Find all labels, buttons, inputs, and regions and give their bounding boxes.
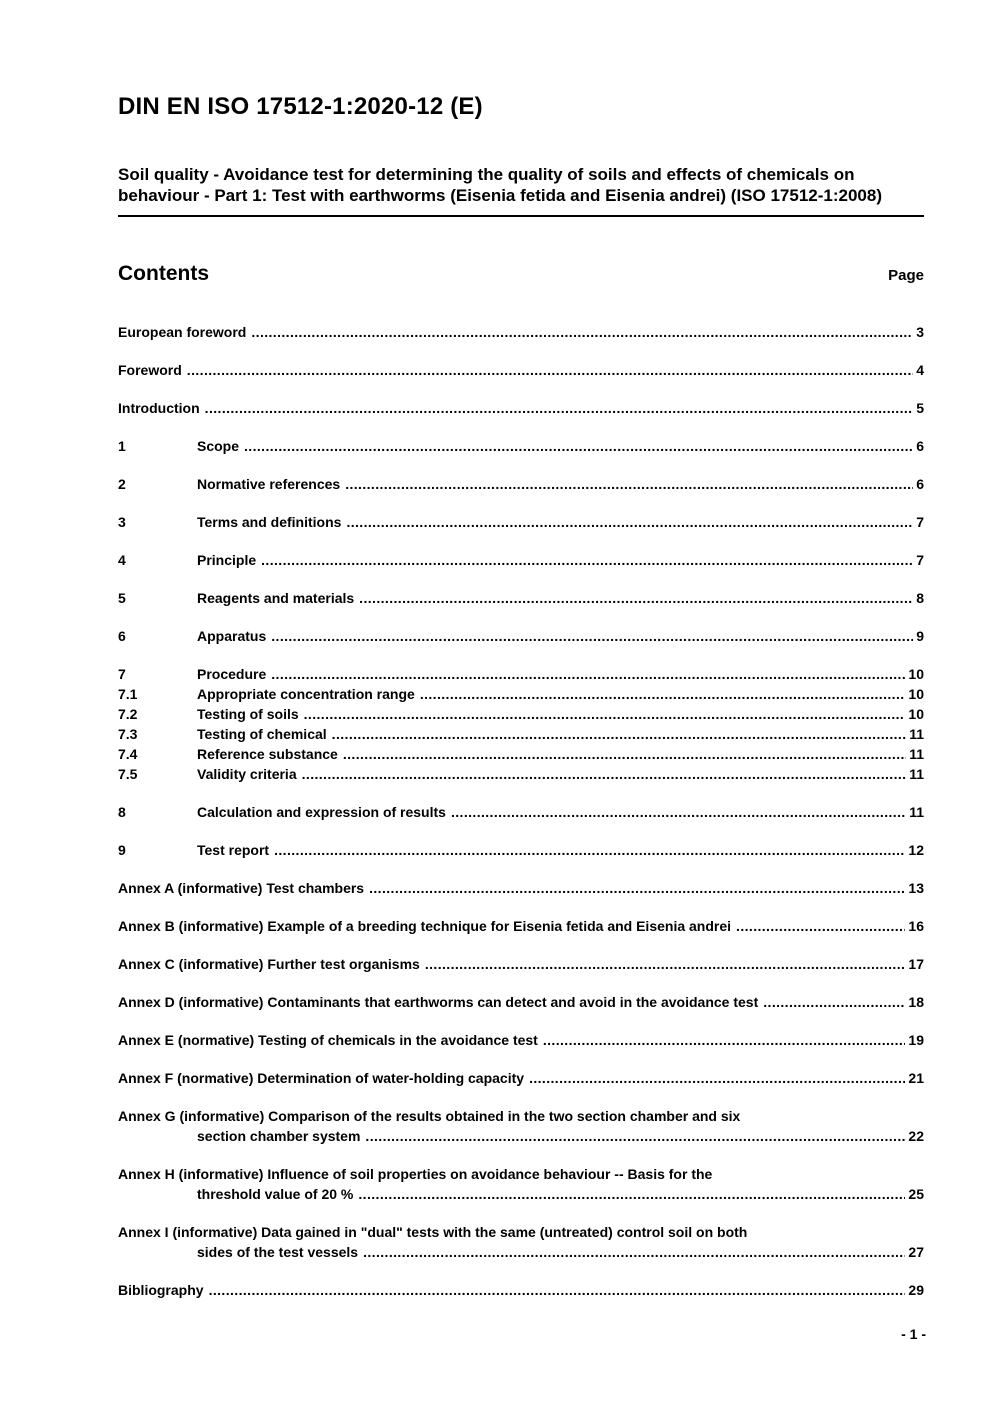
toc-entry-page-number: 17 — [908, 956, 924, 972]
dot-leader — [271, 627, 913, 646]
toc-entry[interactable] — [118, 1127, 924, 1146]
dot-leader — [261, 551, 913, 570]
dot-leader — [251, 323, 913, 342]
toc-entry-number: 7.3 — [118, 726, 138, 742]
toc-entry-label: Reagents and materials — [197, 590, 355, 606]
toc-entry[interactable] — [118, 725, 924, 744]
toc-entry-page-number: 5 — [916, 400, 924, 416]
footer-page-number: - 1 - — [901, 1326, 926, 1342]
toc-entry-page-number: 9 — [916, 628, 924, 644]
dot-leader — [420, 685, 906, 704]
toc-entry[interactable] — [118, 879, 924, 898]
toc-entry[interactable] — [118, 323, 924, 342]
toc-entry-page-number: 12 — [908, 842, 924, 858]
toc-entry[interactable] — [118, 1069, 924, 1088]
toc-entry[interactable] — [118, 1031, 924, 1050]
toc-entry[interactable] — [118, 513, 924, 532]
dot-leader — [302, 765, 907, 784]
toc-entry-page-number: 11 — [909, 746, 924, 762]
toc-entry-page-number: 3 — [916, 324, 924, 340]
toc-entry[interactable] — [118, 551, 924, 570]
toc-entry-page-number: 7 — [916, 514, 924, 530]
toc-entry-page-number: 11 — [909, 726, 924, 742]
contents-header — [118, 261, 924, 287]
toc-entry-label: section chamber system — [197, 1128, 361, 1144]
toc-entry-number: 9 — [118, 842, 126, 858]
toc-entry-label: Annex H (informative) Influence of soil properties on avoidance behaviour -- Basis for the — [118, 1166, 713, 1182]
toc-entry[interactable] — [118, 841, 924, 860]
toc-entry-label: European foreword — [118, 324, 247, 340]
toc-entry-page-number: 11 — [909, 804, 924, 820]
toc-entry[interactable] — [118, 955, 924, 974]
toc-entry-page-number: 22 — [908, 1128, 924, 1144]
toc-entry-label: Appropriate concentration range — [197, 686, 415, 702]
toc-entry[interactable] — [118, 803, 924, 822]
dot-leader — [187, 361, 913, 380]
toc-entry-label: Foreword — [118, 362, 182, 378]
toc-entry-label: Terms and definitions — [197, 514, 342, 530]
toc-entry-label: Validity criteria — [197, 766, 297, 782]
toc-entry-page-number: 21 — [908, 1070, 924, 1086]
toc-entry[interactable] — [118, 993, 924, 1012]
toc-entry[interactable] — [118, 1185, 924, 1204]
toc-entry-label: Annex I (informative) Data gained in "dual" tests with the same (untreated) control soil on both — [118, 1224, 748, 1240]
toc-entry-label: Procedure — [197, 666, 267, 682]
toc-entry-label: Reference substance — [197, 746, 338, 762]
toc-entry-page-number: 13 — [908, 880, 924, 896]
toc-entry[interactable] — [118, 705, 924, 724]
toc-entry-number: 1 — [118, 438, 126, 454]
dot-leader — [425, 955, 906, 974]
toc-entry-number: 7.1 — [118, 686, 138, 702]
dot-leader — [359, 589, 913, 608]
dot-leader — [543, 1031, 906, 1050]
dot-leader — [736, 917, 905, 936]
dot-leader — [209, 1281, 906, 1300]
toc-entry-page-number: 25 — [908, 1186, 924, 1202]
toc-entry-label: Bibliography — [118, 1282, 204, 1298]
toc-entry-number: 7.5 — [118, 766, 138, 782]
document-number: DIN EN ISO 17512-1:2020-12 (E) — [118, 93, 483, 120]
toc-entry-label: Annex D (informative) Contaminants that earthworms can detect and avoid in the avoidance test — [118, 994, 759, 1010]
toc-entry[interactable] — [118, 627, 924, 646]
toc-entry-label: Annex E (normative) Testing of chemicals in the avoidance test — [118, 1032, 538, 1048]
toc-entry-label: Test report — [197, 842, 270, 858]
dot-leader — [304, 705, 906, 724]
dot-leader — [346, 513, 913, 532]
toc-entry-number: 6 — [118, 628, 126, 644]
toc-entry[interactable] — [118, 1243, 924, 1262]
dot-leader — [451, 803, 906, 822]
toc-entry-number: 4 — [118, 552, 126, 568]
toc-entry-label: Annex G (informative) Comparison of the results obtained in the two section chamber and six — [118, 1108, 741, 1124]
toc-entry[interactable] — [118, 437, 924, 456]
toc-entry-page-number: 29 — [908, 1282, 924, 1298]
dot-leader — [363, 1243, 905, 1262]
dot-leader — [358, 1185, 905, 1204]
toc-entry[interactable] — [118, 685, 924, 704]
dot-leader — [529, 1069, 905, 1088]
toc-entry-label: Annex B (informative) Example of a breeding technique for Eisenia fetida and Eisenia andrei — [118, 918, 732, 934]
toc-entry-number: 2 — [118, 476, 126, 492]
toc-entry[interactable] — [118, 589, 924, 608]
toc-entry-number: 8 — [118, 804, 126, 820]
dot-leader — [763, 993, 905, 1012]
toc-entry-label: Testing of chemical — [197, 726, 327, 742]
dot-leader — [369, 879, 905, 898]
toc-entry-page-number: 27 — [908, 1244, 924, 1260]
toc-entry[interactable] — [118, 475, 924, 494]
toc-entry[interactable] — [118, 361, 924, 380]
dot-leader — [332, 725, 907, 744]
toc-entry-label: Apparatus — [197, 628, 267, 644]
toc-entry-page-number: 8 — [916, 590, 924, 606]
toc-entry-number: 7 — [118, 666, 126, 682]
toc-entry-page-number: 18 — [908, 994, 924, 1010]
toc-entry-label: Scope — [197, 438, 240, 454]
toc-entry[interactable] — [118, 1165, 924, 1184]
toc-entry-number: 5 — [118, 590, 126, 606]
toc-entry-label: sides of the test vessels — [197, 1244, 359, 1260]
dot-leader — [244, 437, 913, 456]
toc-entry[interactable] — [118, 745, 924, 764]
toc-entry-page-number: 7 — [916, 552, 924, 568]
toc-entry-label: Annex A (informative) Test chambers — [118, 880, 365, 896]
toc-entry[interactable] — [118, 665, 924, 684]
toc-entry-label: Normative references — [197, 476, 341, 492]
dot-leader — [345, 475, 913, 494]
toc-entry-label: Testing of soils — [197, 706, 299, 722]
toc-entry-label: Introduction — [118, 400, 200, 416]
document-title: Soil quality - Avoidance test for determining the quality of soils and effects of chemicals on behaviour - Part 1: Test with earthworms (Eisenia fetida and Eisenia andrei) (ISO 17512-1:2008) — [118, 164, 924, 217]
toc-entry[interactable] — [118, 1281, 924, 1300]
toc-entry[interactable] — [118, 765, 924, 784]
toc-entry-label: threshold value of 20 % — [197, 1186, 354, 1202]
toc-entry-page-number: 11 — [909, 766, 924, 782]
toc-entry-page-number: 16 — [908, 918, 924, 934]
toc-entry-number: 7.2 — [118, 706, 138, 722]
toc-entry-label: Annex F (normative) Determination of water-holding capacity — [118, 1070, 525, 1086]
toc-entry[interactable] — [118, 1107, 924, 1126]
toc-entry[interactable] — [118, 399, 924, 418]
dot-leader — [365, 1127, 905, 1146]
toc-entry-page-number: 10 — [908, 706, 924, 722]
toc-entry-label: Calculation and expression of results — [197, 804, 446, 820]
page-column-label: Page — [888, 267, 924, 284]
contents-heading: Contents — [118, 262, 209, 285]
toc-entry-label: Annex C (informative) Further test organisms — [118, 956, 420, 972]
dot-leader — [343, 745, 906, 764]
toc-entry-number: 7.4 — [118, 746, 138, 762]
toc-entry[interactable] — [118, 1223, 924, 1242]
toc-entry-number: 3 — [118, 514, 126, 530]
dot-leader — [274, 841, 905, 860]
toc-entry-page-number: 6 — [916, 476, 924, 492]
toc-entry-page-number: 19 — [908, 1032, 924, 1048]
toc-entry-page-number: 6 — [916, 438, 924, 454]
toc-entry-page-number: 10 — [908, 686, 924, 702]
dot-leader — [271, 665, 905, 684]
toc-entry[interactable] — [118, 917, 924, 936]
toc-entry-page-number: 4 — [916, 362, 924, 378]
toc-entry-page-number: 10 — [908, 666, 924, 682]
dot-leader — [205, 399, 914, 418]
toc-entry-label: Principle — [197, 552, 257, 568]
table-of-contents — [118, 323, 924, 1300]
